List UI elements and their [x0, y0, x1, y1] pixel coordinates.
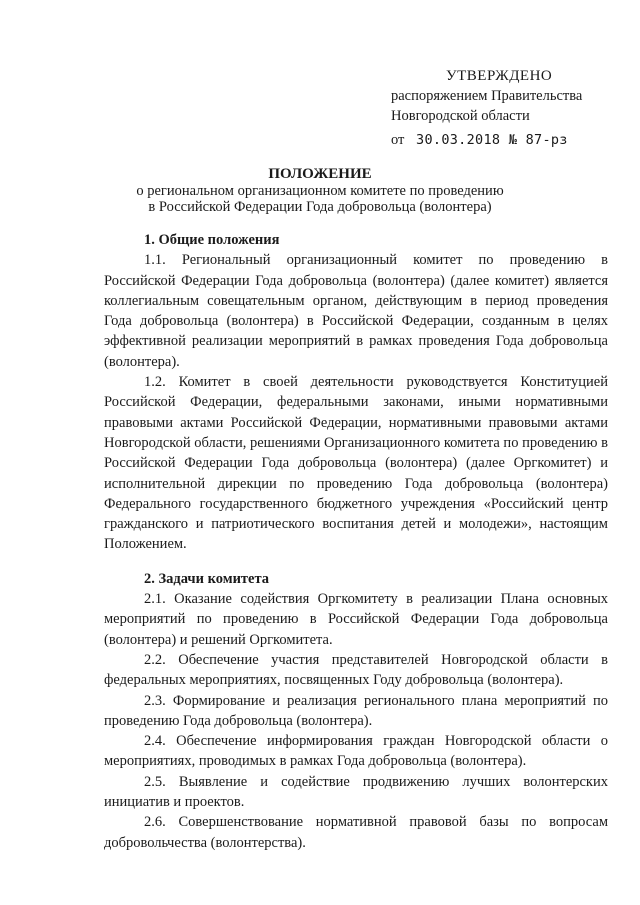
- paragraph-2-3: 2.3. Формирование и реализация регионального плана мероприятий по проведению Года добровольца (волонтера).: [104, 692, 608, 729]
- approval-line-2: Новгородской области: [391, 108, 530, 124]
- paragraph-2-6: 2.6. Совершенствование нормативной правовой базы по вопросам добровольчества (волонтерства).: [104, 814, 608, 851]
- paragraph-2-4: 2.4. Обеспечение информирования граждан Новгородской области о мероприятиях, проводимых в рамках Года добровольца (волонтера).: [104, 733, 608, 770]
- approval-line-1: распоряжением Правительства: [391, 88, 583, 104]
- approval-stamp: УТВЕРЖДЕНО: [446, 68, 553, 84]
- paragraph-1-2: 1.2. Комитет в своей деятельности руководствуется Конституцией Российской Федерации, федеральными законами, иными нормативными правовыми актами Российской Федерации, нормативными правовыми актами Новгородской области, решениями Организационного комитета по проведению в Российской Федерации Года добровольца (волонтера) (далее Оргкомитет) и исполнительной дирекции по проведению Года добровольца (волонтера) Федерального государственного бюджетного учреждения «Российский центр гражданского и патриотического воспитания детей и молодежи», настоящим Положением.: [104, 374, 608, 553]
- approval-from-label: от: [391, 132, 405, 148]
- approval-date-line: [391, 130, 621, 150]
- section-1-heading: 1. Общие положения: [144, 232, 280, 248]
- paragraph-1-1: 1.1. Региональный организационный комитет по проведению в Российской Федерации Года добровольца (волонтера) (далее комитет) является коллегиальным совещательным органом, действующим в период проведения Года добровольца (волонтера) в Российской Федерации, созданным в целях эффективной реализации мероприятий в рамках проведения Года добровольца (волонтера).: [104, 252, 608, 370]
- paragraph-2-2: 2.2. Обеспечение участия представителей Новгородской области в федеральных мероприятиях, посвященных Году добровольца (волонтера).: [104, 651, 608, 689]
- approval-block: [391, 66, 621, 150]
- document-subtitle: [110, 183, 530, 215]
- paragraph-2-5: 2.5. Выявление и содействие продвижению лучших волонтерских инициатив и проектов.: [104, 773, 608, 811]
- approval-date-number: 30.03.2018 № 87-рз: [416, 132, 568, 148]
- subtitle-line-1: о региональном организационном комитете по проведению: [136, 183, 504, 199]
- subtitle-line-2: в Российской Федерации Года добровольца (волонтера): [148, 199, 492, 215]
- section-2-heading: 2. Задачи комитета: [144, 570, 270, 587]
- document-title: ПОЛОЖЕНИЕ: [268, 166, 372, 182]
- paragraph-2-1: 2.1. Оказание содействия Оргкомитету в реализации Плана основных мероприятий по проведению в Российской Федерации Года добровольца (волонтера) и решений Оргкомитета.: [104, 591, 608, 648]
- document-body: [104, 230, 608, 853]
